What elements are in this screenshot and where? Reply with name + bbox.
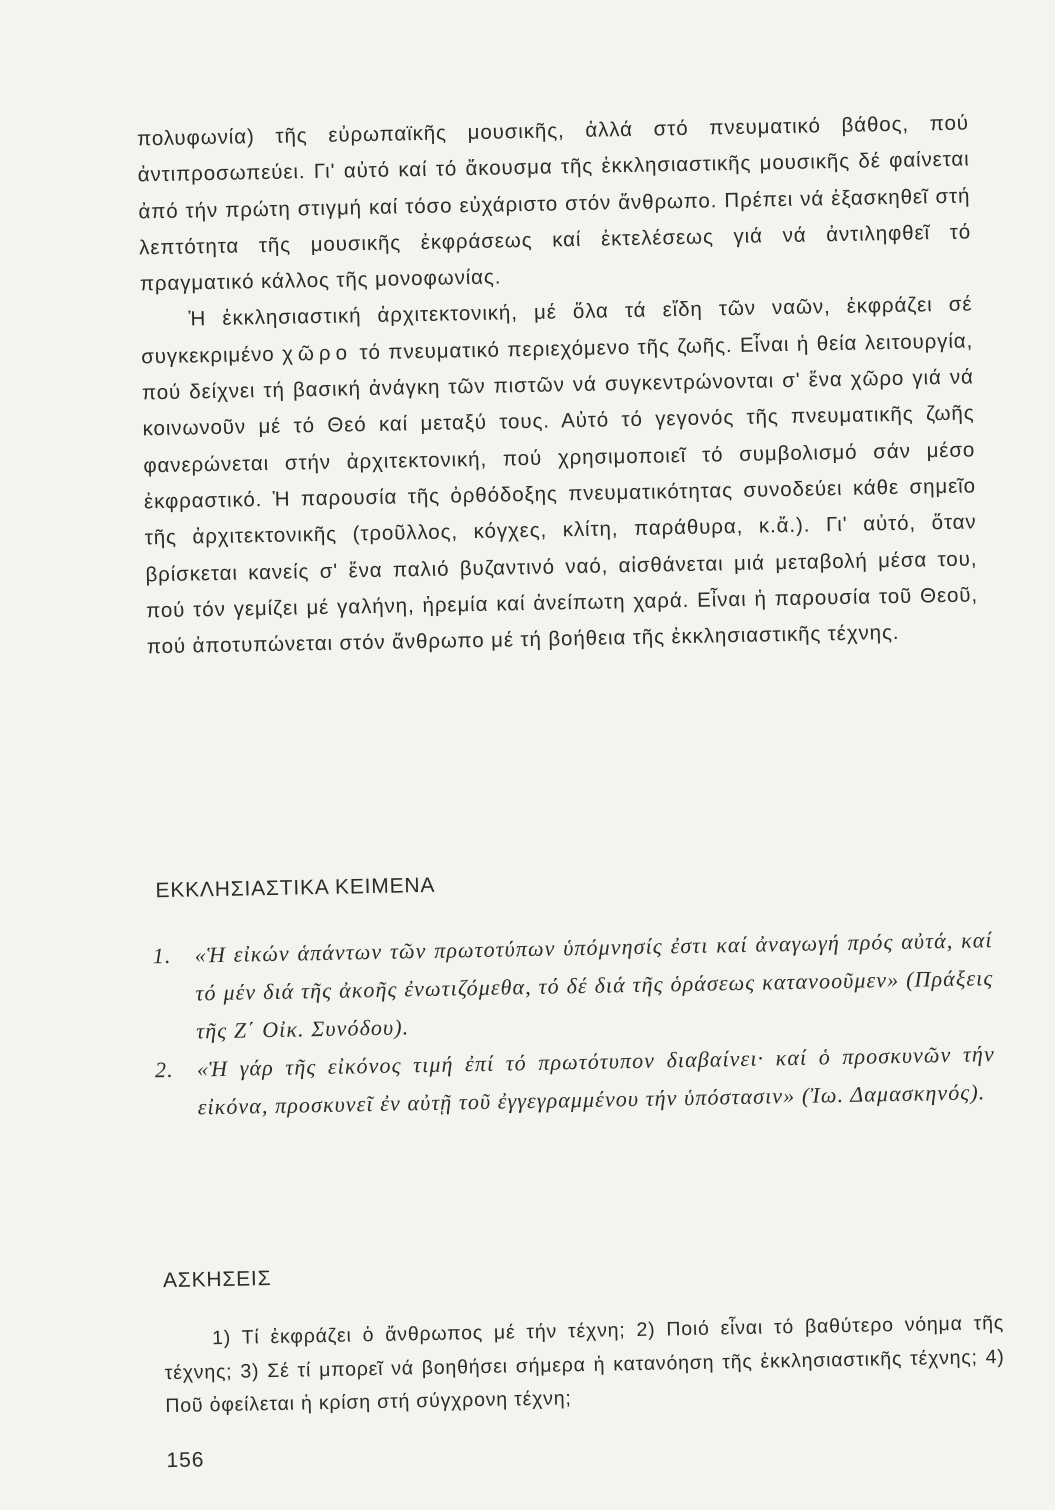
paragraph-2-start: Ἡ ἐκκλησιαστική ἀρχιτεκτονική, μέ ὅλα τά εἴδη τῶν ναῶν, ἐκφράζει σέ συγκεκριμένο xyxy=(141,292,973,369)
quote-number: 2. xyxy=(154,1056,174,1083)
quote-text: «Ἡ εἰκών ἁπάντων τῶν πρωτοτύπων ὑπόμνησίς ἐστι καί ἀναγωγή πρός αὐτά, καί τό μέν διά τῆς ἀκοῆς ἐνωτιζόμεθα, τό δέ διά τῆς ὁράσεως κατανοοῦμεν» (Πράξεις τῆς Ζ΄ Οἰκ. Συνόδου). xyxy=(194,927,994,1044)
paragraph-2-rest: τό πνευματικό περιεχόμενο τῆς ζωῆς. Εἶναι ἡ θεία λειτουργία, πού δείχνει τή βασική ἀνάγκη τῶν πιστῶν νά συγκεντρώνονται σ' ἕνα χῶρο γιά νά κοινωνοῦν μέ τό Θεό καί μεταξύ τους. Αὐτό τό γεγονός τῆς πνευματικῆς ζωῆς φανερώνεται στήν ἀρχιτεκτονική, πού χρησιμοποιεῖ τό συμβολισμό σάν μέσο ἐκφραστικό. Ἡ παρουσία τῆς ὀρθόδοξης πνευματικότητας συνοδεύει κάθε σημεῖο τῆς ἀρχιτεκτονικῆς (τροῦλλος, κόγχες, κλίτη, παράθυρα, κ.ἄ.). Γι' αὐτό, ὅταν βρίσκεται κανείς σ' ἕνα παλιό βυζαντινό ναό, αἰσθάνεται μιά μεταβολή μέσα του, πού τόν γεμίζει μέ γαλήνη, ἠρεμία καί ἀνείπωτη χαρά. Εἶναι ἡ παρουσία τοῦ Θεοῦ, πού ἀποτυπώνεται στόν ἄνθρωπο μέ τή βοήθεια τῆς ἐκκλησιαστικῆς τέχνης. xyxy=(141,329,979,659)
page-number: 156 xyxy=(166,1448,205,1473)
quote-text: «Ἡ γάρ τῆς εἰκόνος τιμή ἐπί τό πρωτότυπον διαβαίνει· καί ὁ προσκυνῶν τήν εἰκόνα, προσκυνεῖ ἐν αὐτῇ τοῦ ἐγγεγραμμένου τήν ὑπόστασιν» (Ἰω. Δαμασκηνός). xyxy=(196,1041,996,1120)
body-text xyxy=(137,105,979,665)
exercises-heading: ΑΣΚΗΣΕΙΣ xyxy=(162,1267,272,1293)
church-texts-heading: ΕΚΚΛΗΣΙΑΣΤΙΚΑ ΚΕΙΜΕΝΑ xyxy=(155,873,436,903)
quote-item xyxy=(155,1035,996,1127)
emphasized-word: χῶρο xyxy=(281,341,353,366)
exercises-text: 1) Τί ἐκφράζει ὁ ἄνθρωπος μέ τήν τέχνη; 2) Ποιό εἶναι τό βαθύτερο νόημα τῆς τέχνης; 3) Σέ τί μπορεῖ νά βοηθήσει σήμερα ἡ κατανόηση τῆς ἐκκλησιαστικῆς τέχνης; 4) Ποῦ ὀφείλεται ἡ κρίση στή σύγχρονη τέχνη; xyxy=(164,1311,1005,1418)
paragraph-2 xyxy=(140,287,979,666)
paragraph-1: πολυφωνία) τῆς εὐρωπαϊκῆς μουσικῆς, ἀλλά στό πνευματικό βάθος, πού ἀντιπροσωπεύει. Γι' αὐτό καί τό ἄκουσμα τῆς ἐκκλησιαστικῆς μουσικῆς δέ φαίνεται ἀπό τήν πρώτη στιγμή καί τόσο εὐχάριστο στόν ἄνθρωπο. Πρέπει νά ἐξασκηθεῖ στή λεπτότητα τῆς μουσικῆς ἐκφράσεως καί ἐκτελέσεως γιά νά ἀντιληφθεῖ τό πραγματικό κάλλος τῆς μονοφωνίας. xyxy=(136,111,972,296)
quote-item xyxy=(152,921,994,1051)
exercises-block xyxy=(164,1307,1006,1424)
quote-number: 1. xyxy=(152,942,172,969)
church-texts-list xyxy=(152,921,995,1127)
